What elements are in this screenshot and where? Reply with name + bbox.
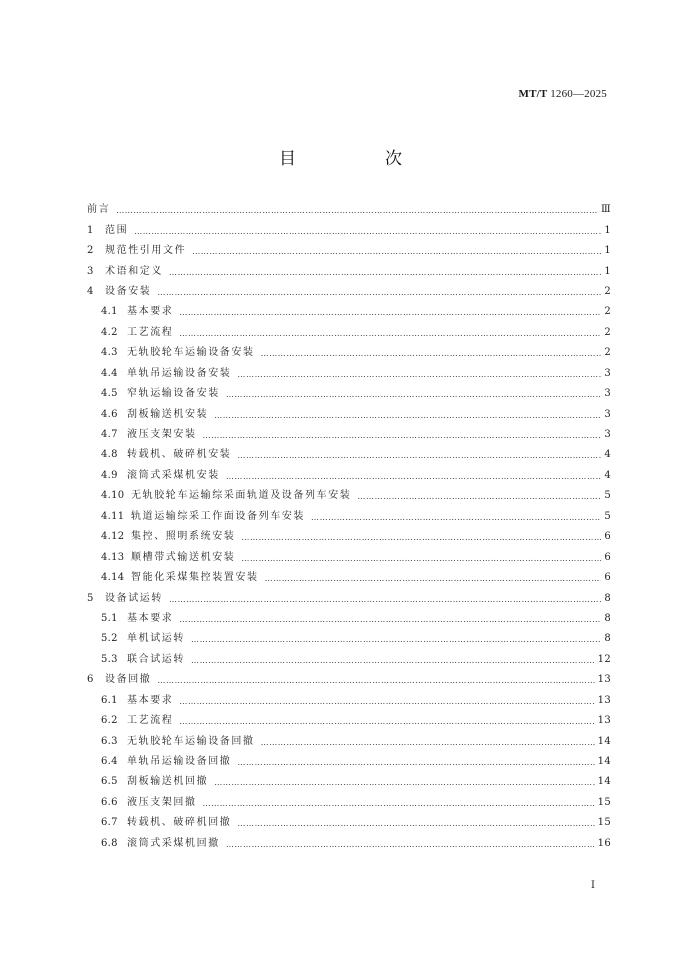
toc-entry[interactable] (87, 670, 611, 690)
dot-leader (237, 371, 601, 379)
toc-entry-label: 智能化采煤集控装置安装 (131, 572, 259, 584)
toc-entry-number: 2 (87, 245, 94, 257)
toc-entry-number: 6.4 (101, 756, 118, 768)
toc-entry-number: 6.8 (101, 837, 118, 849)
dot-leader (179, 698, 594, 706)
toc-entry[interactable] (87, 568, 611, 588)
toc-entry-label: 基本要求 (127, 694, 174, 706)
toc-entry[interactable] (87, 241, 611, 261)
toc-entry-label: 单机试运转 (127, 633, 185, 645)
toc-entry-number: 4.13 (101, 551, 125, 563)
toc-entry[interactable] (87, 364, 611, 384)
toc-entry-page: 2 (604, 347, 611, 359)
toc-entry[interactable] (87, 404, 611, 424)
toc-entry-number: 4.1 (101, 306, 118, 318)
dot-leader (116, 207, 598, 215)
table-of-contents (87, 200, 611, 854)
toc-entry-page: Ⅲ (601, 204, 611, 216)
toc-entry-number: 6.3 (101, 735, 118, 747)
toc-entry-page: 3 (604, 429, 611, 441)
toc-entry-page: 8 (604, 592, 611, 604)
toc-entry[interactable] (87, 466, 611, 486)
toc-entry-number: 4.12 (101, 531, 125, 543)
toc-entry-page: 3 (604, 388, 611, 400)
toc-entry-page: 13 (597, 715, 611, 727)
toc-entry-label: 无轨胶轮车运输设备回撤 (127, 735, 255, 747)
dot-leader (157, 289, 601, 297)
toc-entry-number: 4.8 (101, 449, 118, 461)
dot-leader (311, 514, 601, 522)
toc-entry-label: 基本要求 (127, 306, 174, 318)
toc-entry[interactable] (87, 752, 611, 772)
toc-entry[interactable] (87, 609, 611, 629)
toc-entry-number: 4.6 (101, 408, 118, 420)
toc-entry[interactable] (87, 425, 611, 445)
toc-entry-page: 16 (597, 837, 611, 849)
toc-entry-label: 单轨吊运输设备回撤 (127, 756, 232, 768)
toc-entry-number: 4.10 (101, 490, 125, 502)
toc-entry-page: 15 (597, 817, 611, 829)
toc-entry-page: 13 (597, 674, 611, 686)
toc-entry-page: 12 (597, 653, 611, 665)
toc-entry[interactable] (87, 813, 611, 833)
dot-leader (226, 473, 601, 481)
toc-entry-page: 15 (597, 796, 611, 808)
toc-entry-number: 4.5 (101, 388, 118, 400)
standard-prefix: MT/T (518, 88, 548, 100)
toc-entry-page: 6 (604, 572, 611, 584)
toc-entry-label: 窄轨运输设备安装 (127, 388, 220, 400)
toc-entry-number: 5 (87, 592, 94, 604)
dot-leader (226, 841, 595, 849)
toc-entry-label: 设备安装 (105, 285, 152, 297)
dot-leader (179, 330, 601, 338)
toc-entry-number: 6.2 (101, 715, 118, 727)
dot-leader (357, 493, 601, 501)
dot-leader (214, 412, 601, 420)
toc-entry-number: 6.5 (101, 776, 118, 788)
toc-entry-page: 5 (604, 510, 611, 522)
dot-leader (179, 309, 601, 317)
toc-entry-label: 刮板输送机安装 (127, 408, 209, 420)
toc-entry-label: 转载机、破碎机安装 (127, 449, 232, 461)
toc-entry-label: 转载机、破碎机回撤 (127, 817, 232, 829)
toc-entry-page: 5 (604, 490, 611, 502)
toc-entry[interactable] (87, 282, 611, 302)
dot-leader (261, 350, 601, 358)
toc-entry-number: 5.3 (101, 653, 118, 665)
dot-leader (169, 269, 601, 277)
toc-entry-number: 4.14 (101, 572, 125, 584)
toc-entry-number: 4.7 (101, 429, 118, 441)
dot-leader (169, 596, 601, 604)
toc-entry-number: 6.6 (101, 796, 118, 808)
toc-entry-page: 1 (604, 245, 611, 257)
toc-entry[interactable] (87, 629, 611, 649)
dot-leader (134, 228, 601, 236)
toc-entry-page: 4 (604, 449, 611, 461)
dot-leader (179, 718, 594, 726)
toc-entry-page: 3 (604, 367, 611, 379)
toc-title: 目 次 (279, 149, 438, 169)
toc-entry-label: 单轨吊运输设备安装 (127, 367, 232, 379)
dot-leader (191, 657, 595, 665)
toc-entry-number: 4 (87, 285, 94, 297)
toc-entry-number: 6.1 (101, 694, 118, 706)
toc-entry-label: 范围 (105, 224, 129, 236)
toc-entry[interactable] (87, 650, 611, 670)
toc-entry-page: 1 (604, 224, 611, 236)
dot-leader (191, 636, 601, 644)
toc-entry[interactable] (87, 343, 611, 363)
toc-entry[interactable] (87, 547, 611, 567)
dot-leader (241, 555, 601, 563)
standard-number: 1260—2025 (550, 88, 607, 100)
toc-entry-label: 联合试运转 (127, 653, 185, 665)
toc-entry[interactable] (87, 200, 611, 220)
toc-entry-label: 工艺流程 (127, 715, 174, 727)
toc-entry[interactable] (87, 261, 611, 281)
toc-entry[interactable] (87, 731, 611, 751)
toc-entry-number: 6 (87, 674, 94, 686)
toc-entry[interactable] (87, 772, 611, 792)
toc-entry-page: 13 (597, 694, 611, 706)
dot-leader (237, 452, 601, 460)
toc-entry-number: 5.2 (101, 633, 118, 645)
toc-entry[interactable] (87, 793, 611, 813)
toc-entry-number: 6.7 (101, 817, 118, 829)
toc-entry-page: 14 (597, 756, 611, 768)
toc-entry-label: 术语和定义 (105, 265, 163, 277)
dot-leader (237, 759, 594, 767)
dot-leader (226, 391, 601, 399)
dot-leader (203, 432, 601, 440)
toc-entry-label: 前言 (87, 204, 111, 216)
standard-code (519, 88, 607, 100)
toc-entry-label: 液压支架安装 (127, 429, 197, 441)
toc-entry[interactable] (87, 507, 611, 527)
toc-entry[interactable] (87, 445, 611, 465)
dot-leader (237, 820, 594, 828)
toc-entry-number: 1 (87, 224, 94, 236)
toc-entry-page: 4 (604, 469, 611, 481)
toc-entry-number: 4.2 (101, 326, 118, 338)
toc-entry-page: 8 (604, 633, 611, 645)
toc-entry-label: 滚筒式采煤机回撤 (127, 837, 220, 849)
toc-entry[interactable] (87, 691, 611, 711)
toc-entry-page: 2 (604, 306, 611, 318)
toc-entry-page: 14 (597, 776, 611, 788)
toc-entry-label: 滚筒式采煤机安装 (127, 469, 220, 481)
toc-entry-label: 规范性引用文件 (105, 245, 187, 257)
toc-entry-page: 14 (597, 735, 611, 747)
toc-entry[interactable] (87, 834, 611, 854)
dot-leader (157, 677, 594, 685)
toc-entry-label: 工艺流程 (127, 326, 174, 338)
toc-entry[interactable] (87, 323, 611, 343)
dot-leader (214, 779, 594, 787)
toc-entry[interactable] (87, 220, 611, 240)
toc-entry-page: 2 (604, 326, 611, 338)
toc-entry-label: 设备回撤 (105, 674, 152, 686)
toc-entry-number: 4.4 (101, 367, 118, 379)
toc-entry[interactable] (87, 527, 611, 547)
dot-leader (203, 800, 595, 808)
toc-entry-label: 刮板输送机回撤 (127, 776, 209, 788)
dot-leader (192, 248, 601, 256)
dot-leader (241, 534, 601, 542)
toc-entry-page: 1 (604, 265, 611, 277)
toc-entry[interactable] (87, 486, 611, 506)
toc-entry[interactable] (87, 384, 611, 404)
toc-entry-page: 6 (604, 551, 611, 563)
toc-entry-label: 无轨胶轮车运输综采面轨道及设备列车安装 (131, 490, 352, 502)
toc-entry-label: 顺槽带式输送机安装 (131, 551, 236, 563)
toc-entry[interactable] (87, 711, 611, 731)
toc-entry-label: 集控、照明系统安装 (131, 531, 236, 543)
toc-entry-page: 2 (604, 285, 611, 297)
toc-entry-label: 基本要求 (127, 612, 174, 624)
dot-leader (265, 575, 601, 583)
toc-entry[interactable] (87, 588, 611, 608)
page-number: Ⅰ (591, 880, 595, 891)
toc-entry-number: 4.11 (101, 510, 125, 522)
toc-entry-number: 3 (87, 265, 94, 277)
toc-entry-page: 3 (604, 408, 611, 420)
dot-leader (261, 739, 595, 747)
dot-leader (179, 616, 601, 624)
toc-entry-page: 6 (604, 531, 611, 543)
toc-entry-number: 4.3 (101, 347, 118, 359)
toc-entry-page: 8 (604, 612, 611, 624)
toc-entry-number: 5.1 (101, 612, 118, 624)
toc-entry[interactable] (87, 302, 611, 322)
toc-entry-label: 液压支架回撤 (127, 796, 197, 808)
toc-entry-label: 轨道运输综采工作面设备列车安装 (131, 510, 305, 522)
toc-entry-number: 4.9 (101, 469, 118, 481)
toc-entry-label: 无轨胶轮车运输设备安装 (127, 347, 255, 359)
toc-entry-label: 设备试运转 (105, 592, 163, 604)
